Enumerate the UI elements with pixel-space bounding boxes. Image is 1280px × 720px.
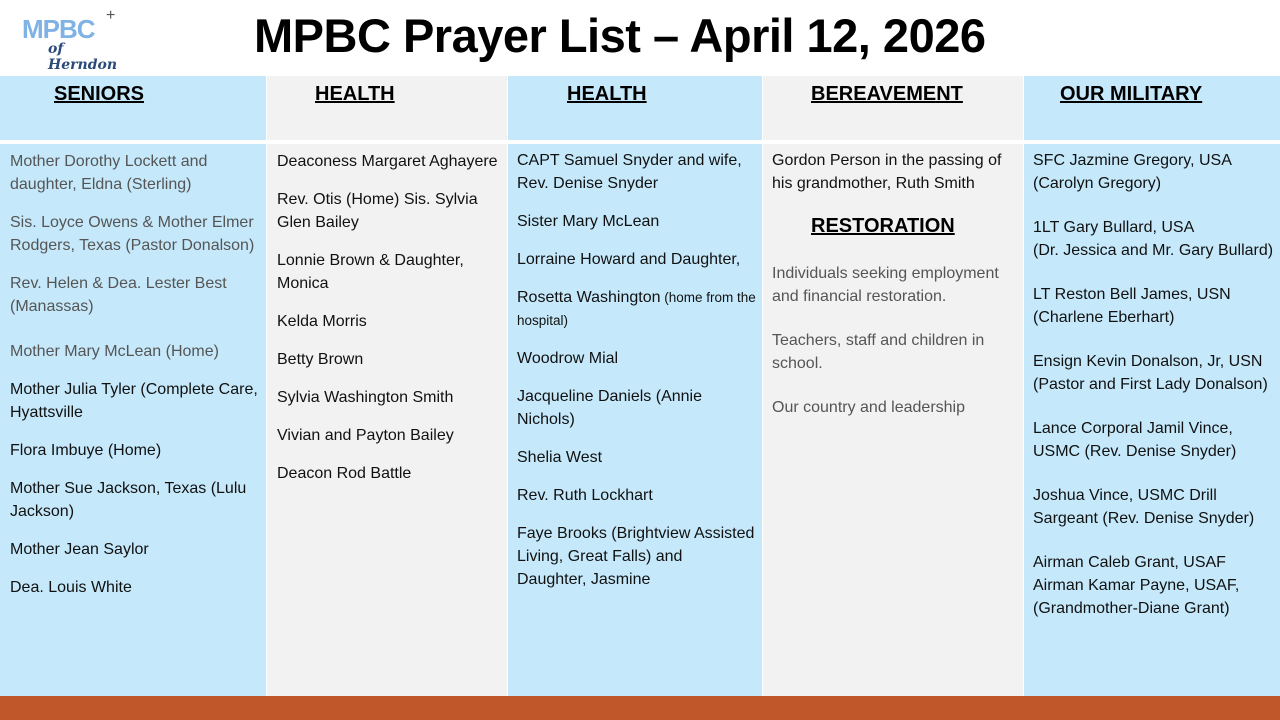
health-list-1 [267, 144, 507, 696]
seniors-header: SENIORS [54, 83, 145, 105]
church-logo [22, 7, 132, 73]
list-item: Ensign Kevin Donalson, Jr, USN (Pastor and First Lady Donalson) [1033, 353, 1268, 393]
list-item: Our country and leadership [772, 399, 965, 416]
list-item: Individuals seeking employment and financial restoration. [772, 265, 999, 305]
list-item: Sylvia Washington Smith [277, 389, 454, 406]
list-item: Gordon Person in the passing of his grandmother, Ruth Smith [772, 152, 1002, 192]
health-header-cell-2 [508, 76, 762, 140]
list-item: Deaconess Margaret Aghayere [277, 153, 498, 170]
list-item: 1LT Gary Bullard, USA [1033, 219, 1195, 236]
seniors-header-cell [0, 76, 266, 140]
list-item: Betty Brown [277, 351, 364, 368]
list-item: Sister Mary McLean [517, 213, 660, 230]
logo-subtext: of Herndon [48, 41, 117, 73]
list-item: Flora Imbuye (Home) [10, 442, 162, 459]
list-item: Rev. Helen & Dea. Lester Best (Manassas) [10, 275, 227, 315]
list-item: Sis. Loyce Owens & Mother Elmer Rodgers, Texas (Pastor Donalson) [10, 214, 255, 254]
military-header: OUR MILITARY [1060, 83, 1203, 105]
prayer-list-grid [0, 76, 1280, 696]
list-item: Woodrow Mial [517, 350, 619, 367]
list-item: SFC Jazmine Gregory, USA (Carolyn Gregory) [1033, 152, 1231, 192]
list-item: Airman Kamar Payne, USAF, [1033, 577, 1240, 594]
list-item-note: (home from the hospital) [517, 290, 756, 328]
seniors-column [0, 76, 266, 696]
logo-text: MPBC [22, 14, 95, 44]
list-item: Mother Dorothy Lockett and daughter, Eldna (Sterling) [10, 153, 208, 193]
page-title: MPBC Prayer List – April 12, 2026 [254, 9, 986, 62]
military-column [1024, 76, 1280, 696]
list-item: LT Reston Bell James, USN (Charlene Eberhart) [1033, 286, 1231, 326]
list-item: (Dr. Jessica and Mr. Gary Bullard) [1033, 242, 1274, 259]
list-item: Rev. Ruth Lockhart [517, 487, 653, 504]
list-item: Faye Brooks (Brightview Assisted Living, Great Falls) and Daughter, Jasmine [517, 525, 755, 588]
list-item: Jacqueline Daniels (Annie Nichols) [517, 388, 702, 428]
list-item: Joshua Vince, USMC Drill Sargeant (Rev. Denise Snyder) [1033, 487, 1255, 527]
bereavement-header-cell [763, 76, 1023, 140]
list-item: Dea. Louis White [10, 579, 132, 596]
health-header-cell-1 [267, 76, 507, 140]
bereavement-column [763, 76, 1023, 696]
health-header-2: HEALTH [567, 83, 647, 105]
military-list [1024, 144, 1280, 696]
list-item: Kelda Morris [277, 313, 367, 330]
cross-icon: + [106, 7, 116, 24]
list-item: CAPT Samuel Snyder and wife, Rev. Denise Snyder [517, 152, 742, 192]
list-item-name: Rosetta Washington [517, 289, 661, 306]
health-column-1 [267, 76, 507, 696]
list-item: Deacon Rod Battle [277, 465, 412, 482]
health-header-1: HEALTH [315, 83, 395, 105]
list-item: Vivian and Payton Bailey [277, 427, 454, 444]
list-item: Mother Julia Tyler (Complete Care, Hyattsville [10, 381, 258, 421]
footer-bar [0, 696, 1280, 720]
list-item: Shelia West [517, 449, 603, 466]
list-item: Mother Sue Jackson, Texas (Lulu Jackson) [10, 480, 247, 520]
list-item: Airman Caleb Grant, USAF [1033, 554, 1226, 571]
list-item: Lance Corporal Jamil Vince, USMC (Rev. Denise Snyder) [1033, 420, 1237, 460]
list-item: (Grandmother-Diane Grant) [1033, 600, 1230, 617]
list-item: Rev. Otis (Home) Sis. Sylvia Glen Bailey [277, 191, 478, 231]
bereavement-header: BEREAVEMENT [811, 83, 963, 105]
restoration-header: RESTORATION [811, 215, 955, 237]
list-item-rosetta [517, 286, 762, 332]
list-item: Lonnie Brown & Daughter, Monica [277, 252, 464, 292]
health-column-2 [508, 76, 762, 696]
bereavement-list [763, 144, 1023, 696]
list-item: Mother Jean Saylor [10, 541, 149, 558]
health-list-2 [508, 144, 762, 696]
list-item: Teachers, staff and children in school. [772, 332, 985, 372]
list-item: Lorraine Howard and Daughter, [517, 251, 741, 268]
military-header-cell [1024, 76, 1280, 140]
list-item: Mother Mary McLean (Home) [10, 343, 219, 360]
seniors-list [0, 144, 266, 696]
